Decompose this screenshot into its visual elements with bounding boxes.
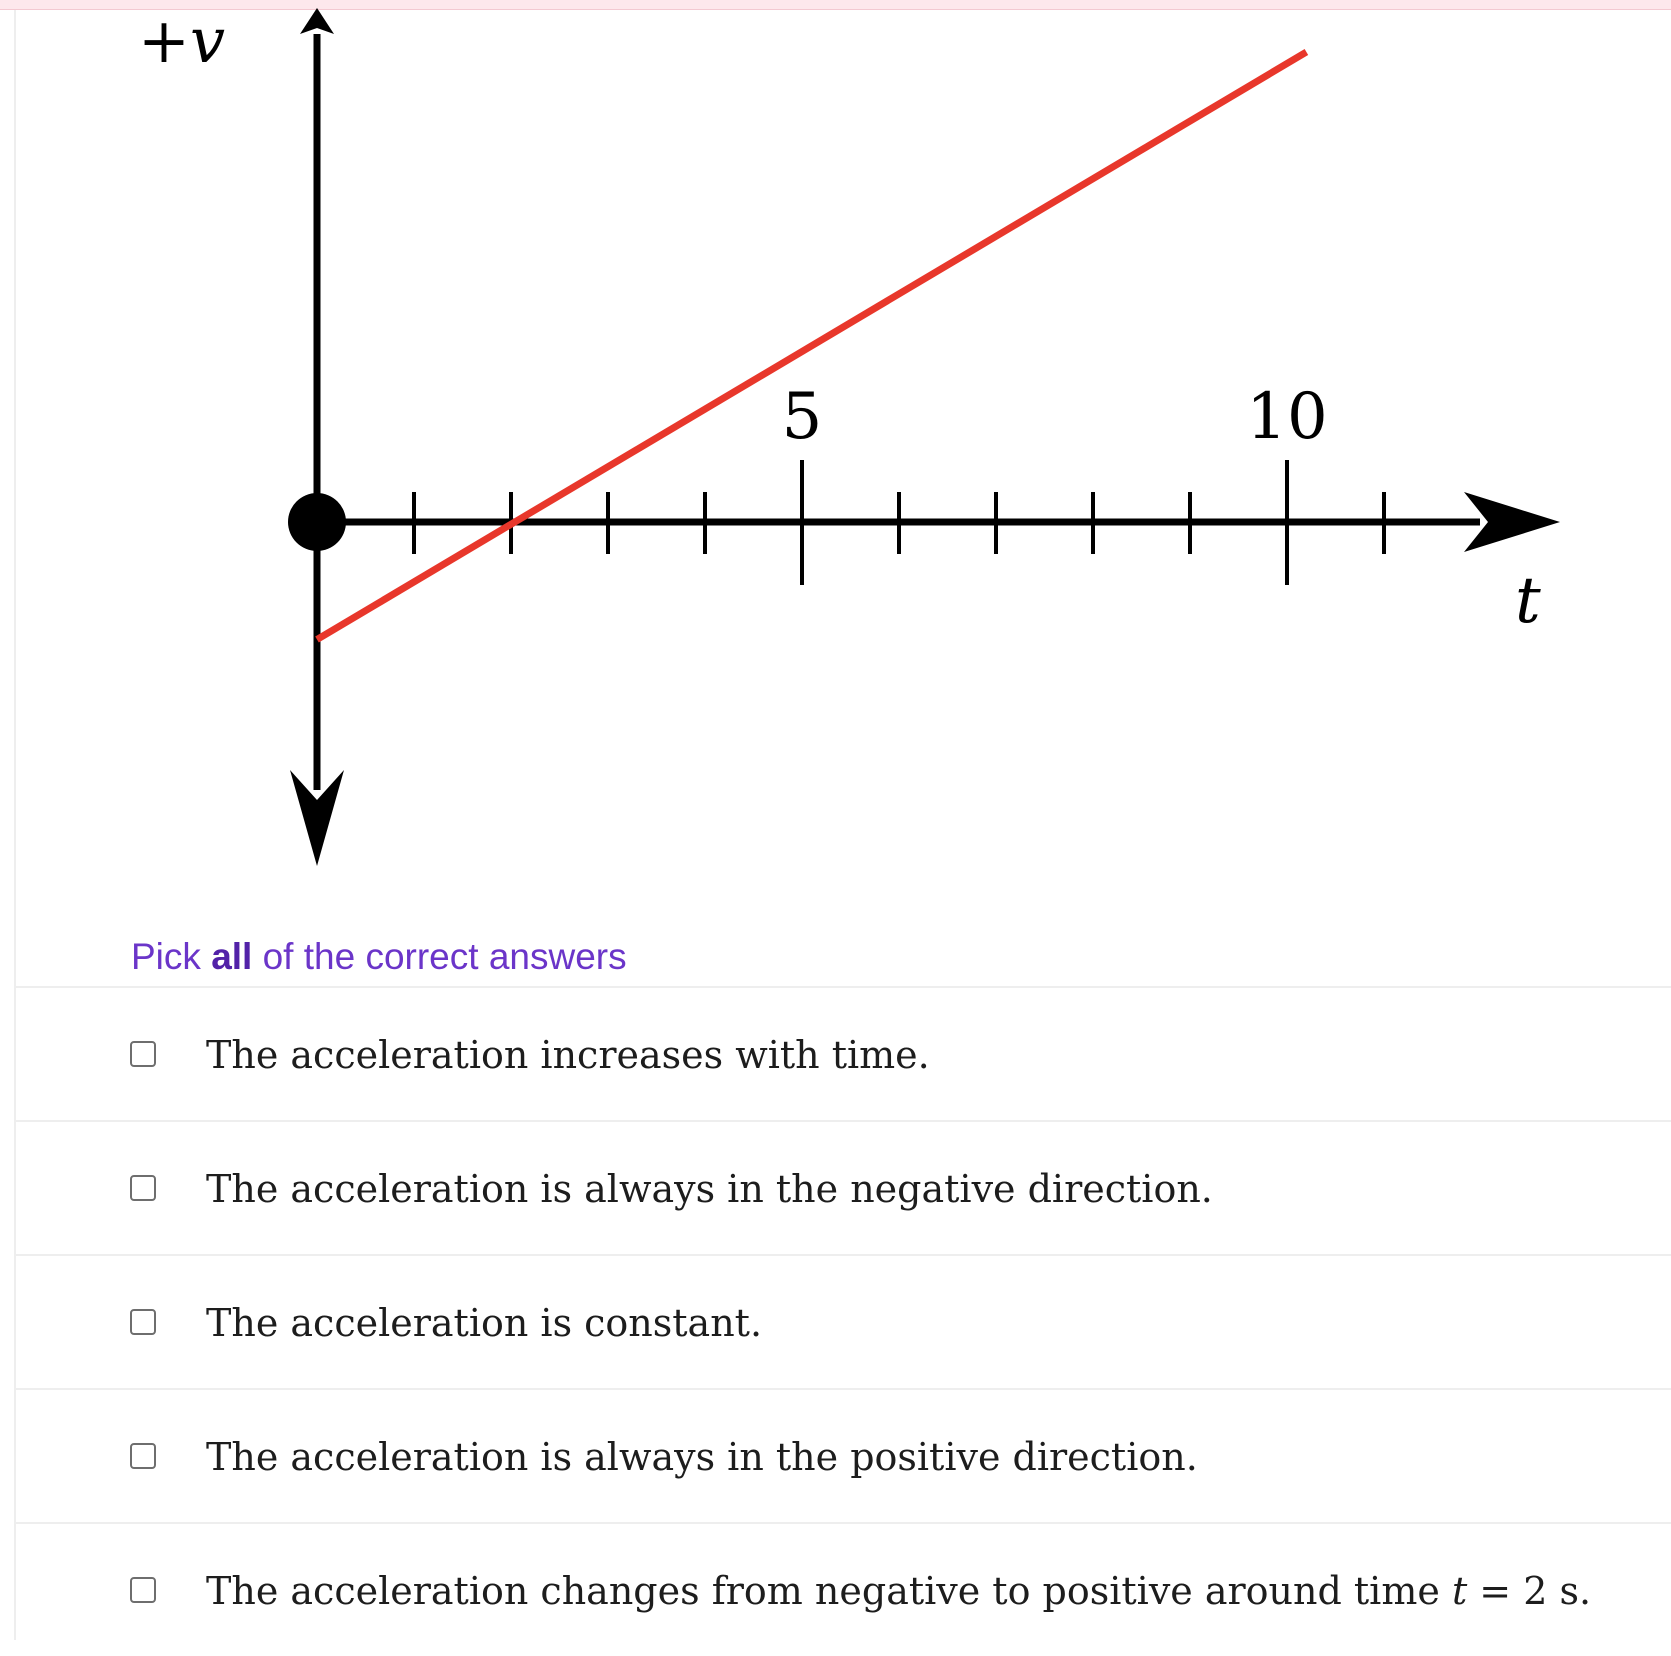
checkbox[interactable]: [130, 1309, 156, 1335]
t-axis-tick-labels: [782, 380, 1328, 454]
t-axis-label: t: [1515, 564, 1541, 638]
choice-label: The acceleration is always in the positive direction.: [206, 1435, 1198, 1479]
choice-row[interactable]: [16, 986, 1671, 1120]
choice-row[interactable]: [16, 1388, 1671, 1522]
checkbox[interactable]: [130, 1443, 156, 1469]
choice-label: [206, 1566, 1591, 1616]
instruction-prefix: Pick: [131, 936, 212, 977]
choice-equals: =: [1467, 1569, 1524, 1613]
v-axis-label: +v: [138, 4, 225, 77]
choice-label: The acceleration is constant.: [206, 1301, 763, 1345]
t-tick-label: 10: [1246, 380, 1328, 454]
choice-text-before: The acceleration changes from negative to positive around time: [206, 1569, 1452, 1613]
choice-label: The acceleration increases with time.: [206, 1033, 930, 1077]
choice-row[interactable]: [16, 1254, 1671, 1388]
choice-row[interactable]: [16, 1522, 1671, 1656]
instruction-text: [131, 932, 627, 982]
origin-dot: [288, 493, 346, 551]
choice-row[interactable]: [16, 1120, 1671, 1254]
velocity-line: [317, 52, 1306, 640]
choice-variable: t: [1451, 1569, 1468, 1613]
checkbox[interactable]: [130, 1175, 156, 1201]
v-axis-up-arrow: [300, 8, 334, 34]
checkbox[interactable]: [130, 1041, 156, 1067]
choice-label: The acceleration is always in the negative direction.: [206, 1167, 1213, 1211]
choice-value: 2 s.: [1523, 1569, 1592, 1613]
instruction-emphasis: all: [211, 936, 253, 977]
checkbox[interactable]: [130, 1577, 156, 1603]
t-tick-label: 5: [781, 380, 823, 454]
instruction-suffix: of the correct answers: [252, 936, 627, 977]
answer-choices: [16, 986, 1671, 1656]
